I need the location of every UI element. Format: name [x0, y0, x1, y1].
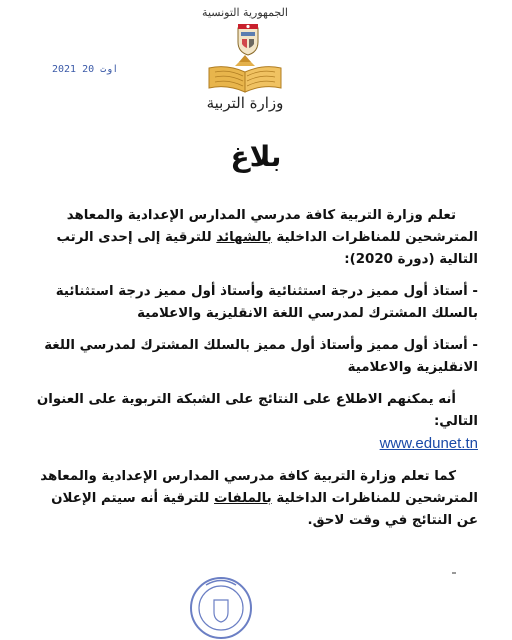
ministry-name: وزارة التربية — [206, 94, 284, 112]
date-stamp: 2021 اوت 20 — [52, 64, 119, 75]
intro-text-end: للترقية إلى إحدى الرتب التالية (دورة 2020): — [56, 230, 478, 267]
open-book-logo-icon — [205, 54, 285, 94]
notice-text: أنه يمكنهم الاطلاع على النتائج على الشبكة التربوية على العنوان التالي: — [36, 392, 478, 429]
republic-header: الجمهورية التونسية — [202, 6, 288, 19]
list-item: - أستاذ أول مميز درجة استثنائية وأستاذ أول مميز درجة استثنائية بالسلك المشترك لمدرسي اللغة الانقليزية والاعلامية — [55, 284, 478, 321]
document-body — [28, 205, 478, 542]
ministry-seal-icon — [186, 570, 256, 640]
closing-text-end: للترقية أنه سيتم الإعلان عن النتائج في وقت لاحق. — [51, 491, 478, 528]
list-item: - أستاذ أول مميز وأستاذ أول مميز بالسلك المشترك لمدرسي اللغة الانقليزية والاعلامية — [44, 338, 478, 375]
intro-underlined: بالشهائد — [216, 230, 272, 245]
results-notice — [28, 389, 478, 456]
document-title: بلاغ — [230, 140, 282, 173]
intro-paragraph — [28, 205, 478, 271]
edunet-link[interactable]: www.edunet.tn — [379, 435, 478, 452]
scan-mark — [452, 572, 456, 574]
closing-underlined: بالملفات — [214, 491, 272, 506]
closing-paragraph — [28, 466, 478, 532]
tunisia-coat-of-arms-icon — [235, 22, 261, 56]
closing-text: كما تعلم وزارة التربية كافة مدرسي المدارس الإعدادية والمعاهد المترشحين للمناظرات الداخلية — [40, 469, 478, 506]
intro-text: تعلم وزارة التربية كافة مدرسي المدارس الإعدادية والمعاهد المترشحين للمناظرات الداخلية — [66, 208, 478, 245]
